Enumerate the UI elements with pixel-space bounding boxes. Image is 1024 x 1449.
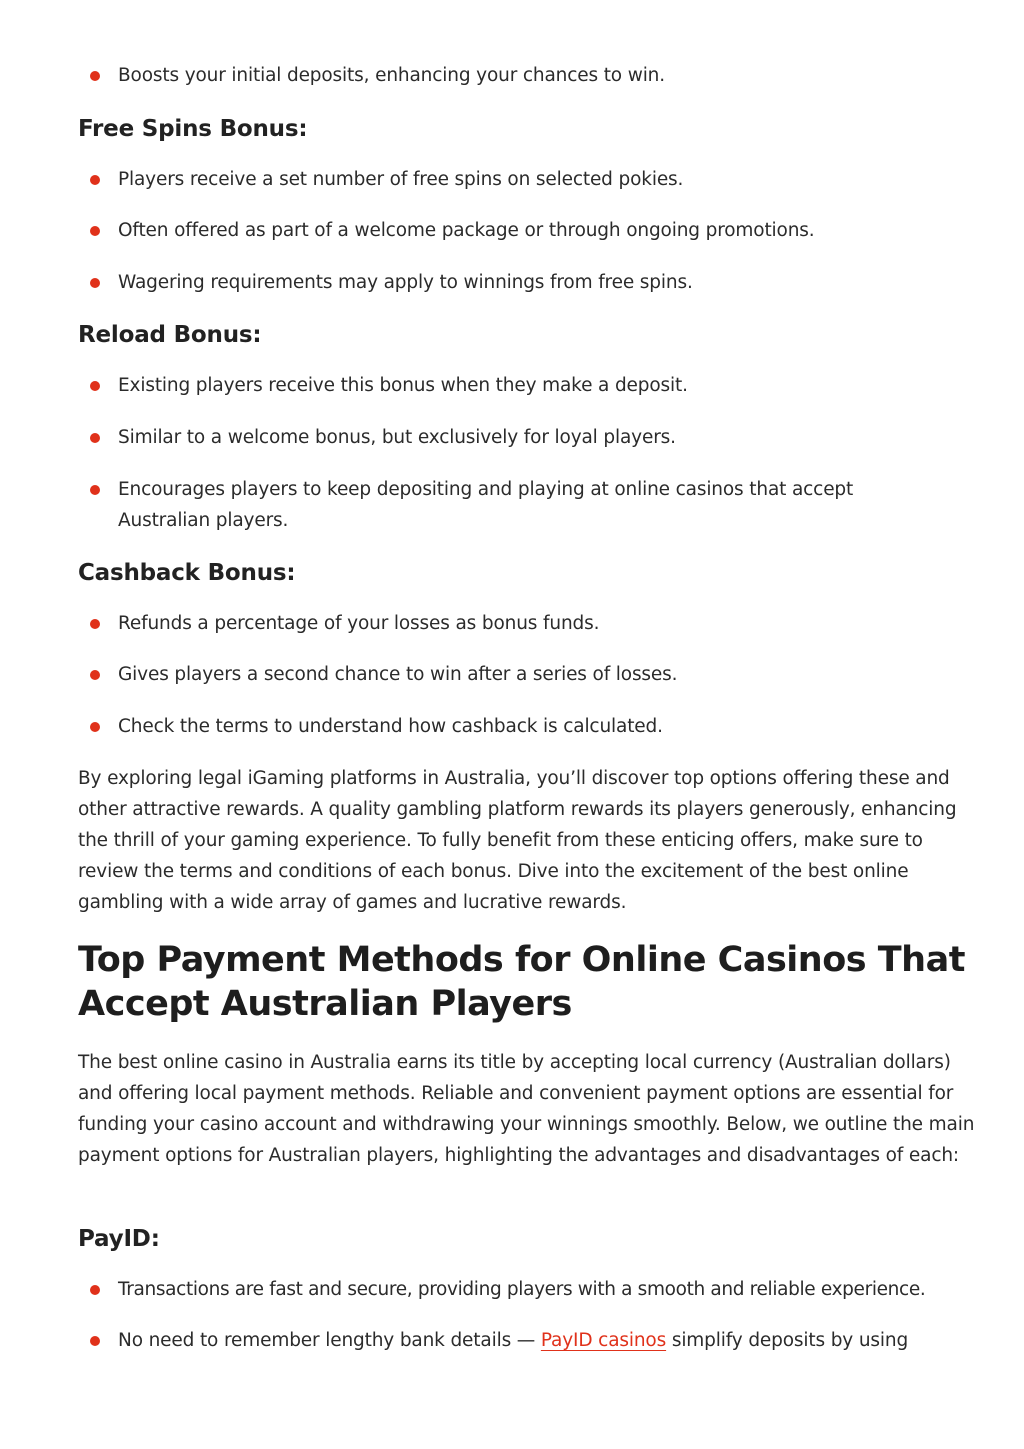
bullet-dot-icon <box>90 1336 100 1346</box>
cashback-heading: Cashback Bonus: <box>78 560 296 586</box>
bullet-dot-icon <box>90 71 100 81</box>
bullet-dot-icon <box>90 433 100 443</box>
bullet-dot-icon <box>90 619 100 629</box>
bullet-dot-icon <box>90 175 100 185</box>
payment-methods-heading: Top Payment Methods for Online Casinos That Accept Australian Players <box>78 940 965 1024</box>
list-item-text-end: simplify deposits by using <box>666 1330 909 1351</box>
reload-heading: Reload Bonus: <box>78 322 262 348</box>
exploring-paragraph: By exploring legal iGaming platforms in Australia, you’ll discover top options offering these and other attractive rewards. A quality gambling platform rewards its players generously, enhancing the thrill of your gaming experience. To fully benefit from these enticing offers, make sure to review the terms and conditions of each bonus. Dive into the excitement of the best online gambling with a wide array of games and lucrative rewards. <box>78 768 957 913</box>
list-item <box>0 711 1024 741</box>
list-item-text: Gives players a second chance to win after a series of losses. <box>118 664 678 685</box>
list-item-text <box>118 1325 988 1356</box>
list-item <box>0 659 1024 689</box>
list-item <box>0 370 1024 400</box>
bullet-dot-icon <box>90 1285 100 1295</box>
bullet-dot-icon <box>90 381 100 391</box>
list-item <box>0 1325 1024 1355</box>
bullet-dot-icon <box>90 670 100 680</box>
payid-heading: PayID: <box>78 1226 160 1252</box>
list-item <box>0 474 1024 536</box>
list-item-text: Existing players receive this bonus when they make a deposit. <box>118 375 688 396</box>
payid-casinos-link[interactable]: PayID casinos <box>540 1330 667 1351</box>
list-item <box>0 608 1024 638</box>
list-item <box>0 164 1024 194</box>
list-item-text: Transactions are fast and secure, providing players with a smooth and reliable experience. <box>118 1279 926 1300</box>
bullet-dot-icon <box>90 485 100 495</box>
list-item-text: Players receive a set number of free spins on selected pokies. <box>118 169 684 190</box>
list-item <box>0 1274 1024 1304</box>
list-item-text-start: No need to remember lengthy bank details — <box>118 1330 541 1351</box>
list-item-text: Refunds a percentage of your losses as bonus funds. <box>118 613 600 634</box>
bullet-dot-icon <box>90 278 100 288</box>
list-item-text: Similar to a welcome bonus, but exclusively for loyal players. <box>118 427 676 448</box>
payment-intro-paragraph: The best online casino in Australia earns its title by accepting local currency (Australian dollars) and offering local payment methods. Reliable and convenient payment options are essential for funding your casino account and withdrawing your winnings smoothly. Below, we outline the main payment options for Australian players, highlighting the advantages and disadvantages of each: <box>78 1052 975 1166</box>
list-item <box>0 215 1024 245</box>
list-item-text: Check the terms to understand how cashback is calculated. <box>118 716 663 737</box>
list-item-text: Wagering requirements may apply to winnings from free spins. <box>118 272 693 293</box>
free-spins-heading: Free Spins Bonus: <box>78 116 308 142</box>
list-item-text: Encourages players to keep depositing and playing at online casinos that accept Australian players. <box>118 479 854 531</box>
list-item <box>0 267 1024 297</box>
bullet-dot-icon <box>90 722 100 732</box>
list-item <box>0 422 1024 452</box>
list-item-text: Boosts your initial deposits, enhancing your chances to win. <box>118 65 665 86</box>
list-item-text: Often offered as part of a welcome package or through ongoing promotions. <box>118 220 815 241</box>
bullet-dot-icon <box>90 226 100 236</box>
list-item <box>0 60 1024 90</box>
